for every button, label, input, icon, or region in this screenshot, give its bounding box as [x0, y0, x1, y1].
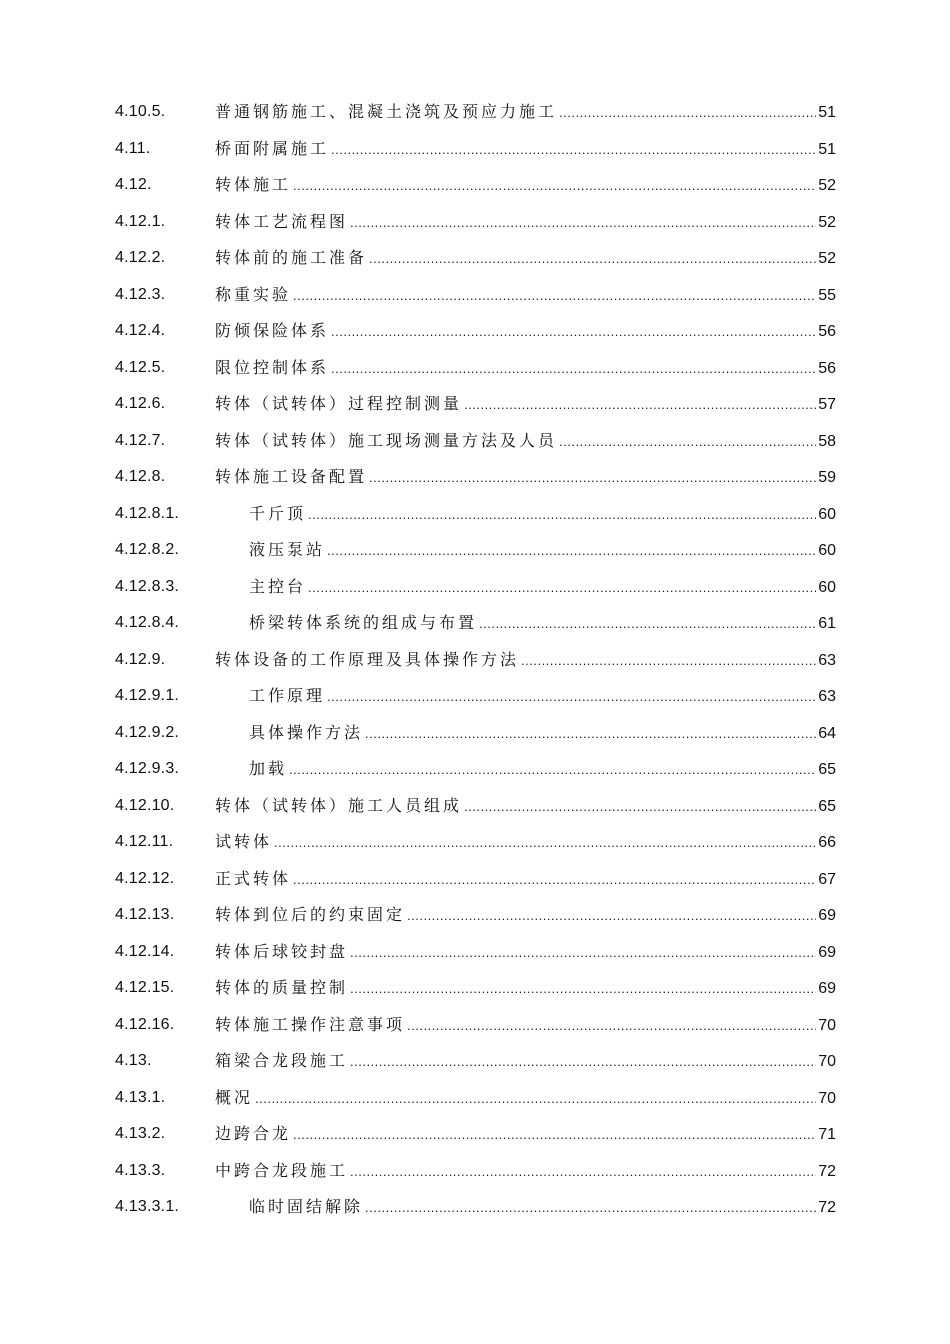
- toc-entry-number: 4.12.8.3.: [115, 577, 180, 595]
- toc-entry-title[interactable]: 加载: [249, 759, 288, 778]
- toc-entry[interactable]: [115, 934, 836, 971]
- toc-entry-title[interactable]: 限位控制体系: [215, 357, 330, 377]
- toc-entry-page-number[interactable]: 69: [818, 943, 836, 961]
- table-of-contents: [115, 94, 836, 1226]
- toc-entry-number: 4.12.: [115, 176, 152, 193]
- toc-entry-number: 4.12.5.: [115, 358, 166, 376]
- toc-entry-number: 4.12.7.: [115, 431, 166, 449]
- toc-entry-title[interactable]: 转体前的施工准备: [215, 248, 368, 267]
- toc-entry[interactable]: [115, 678, 836, 715]
- toc-entry-number: 4.12.9.1.: [115, 687, 180, 704]
- toc-entry-number: 4.13.1.: [115, 1088, 166, 1106]
- toc-entry-title[interactable]: 桥面附属施工: [215, 138, 330, 158]
- toc-entry-page-number[interactable]: 70: [818, 1053, 836, 1070]
- toc-entry-line: [215, 423, 836, 461]
- toc-entry-number: 4.12.6.: [115, 395, 166, 412]
- toc-entry-line: [215, 313, 836, 351]
- toc-entry-title[interactable]: 转体施工操作注意事项: [215, 1014, 406, 1034]
- toc-entry[interactable]: [115, 277, 836, 314]
- toc-entry-title[interactable]: 桥梁转体系统的组成与布置: [249, 613, 478, 632]
- toc-entry-page-number[interactable]: 69: [818, 907, 836, 924]
- toc-entry[interactable]: [115, 167, 836, 204]
- toc-dot-leader: [327, 679, 816, 716]
- toc-entry-line: [215, 1153, 836, 1191]
- toc-entry[interactable]: [115, 496, 836, 533]
- toc-entry-number: 4.12.4.: [115, 322, 166, 339]
- toc-entry-title[interactable]: 称重实验: [215, 284, 292, 304]
- toc-entry[interactable]: [115, 94, 836, 131]
- toc-entry-title[interactable]: 具体操作方法: [249, 722, 364, 742]
- toc-dot-leader: [350, 935, 816, 972]
- toc-entry[interactable]: [115, 861, 836, 898]
- toc-entry-number: 4.12.12.: [115, 869, 175, 887]
- toc-dot-leader: [369, 241, 816, 278]
- toc-dot-leader: [479, 606, 816, 643]
- toc-entry[interactable]: [115, 1043, 836, 1080]
- toc-entry-number: 4.12.8.4.: [115, 614, 180, 631]
- toc-entry[interactable]: [115, 1153, 836, 1190]
- toc-entry-line: [215, 204, 836, 242]
- toc-dot-leader: [293, 278, 816, 315]
- toc-entry-page-number[interactable]: 67: [818, 870, 836, 888]
- toc-entry-line: [215, 131, 836, 169]
- toc-entry-number: 4.13.: [115, 1052, 152, 1069]
- toc-entry-page-number[interactable]: 60: [818, 505, 836, 523]
- toc-entry-title[interactable]: 普通钢筋施工、混凝土浇筑及预应力施工: [215, 102, 558, 121]
- toc-entry-title[interactable]: 主控台: [249, 576, 307, 596]
- toc-entry-page-number[interactable]: 69: [818, 980, 836, 997]
- toc-entry-line: [215, 350, 836, 388]
- toc-dot-leader: [464, 387, 816, 424]
- toc-entry-line: [215, 1043, 836, 1081]
- toc-entry-number: 4.12.8.: [115, 468, 166, 485]
- toc-dot-leader: [365, 1190, 816, 1227]
- toc-entry-line: [215, 861, 836, 899]
- toc-entry-title[interactable]: 箱梁合龙段施工: [215, 1051, 349, 1070]
- toc-dot-leader: [308, 497, 816, 534]
- toc-entry-number: 4.12.13.: [115, 906, 175, 923]
- toc-entry-line: [215, 167, 836, 205]
- toc-entry-line: [249, 569, 836, 607]
- toc-dot-leader: [407, 898, 816, 935]
- toc-entry-line: [215, 386, 836, 424]
- toc-entry-title[interactable]: 转体（试转体）施工现场测量方法及人员: [215, 430, 558, 450]
- toc-dot-leader: [521, 643, 816, 680]
- toc-entry-line: [215, 934, 836, 972]
- toc-entry-page-number[interactable]: 52: [818, 177, 836, 194]
- toc-entry-title[interactable]: 转体的质量控制: [215, 978, 349, 997]
- toc-entry-title[interactable]: 试转体: [215, 832, 273, 851]
- toc-entry-title[interactable]: 中跨合龙段施工: [215, 1160, 349, 1180]
- toc-entry-number: 4.12.9.2.: [115, 723, 180, 741]
- toc-entry-line: [249, 532, 836, 570]
- toc-dot-leader: [559, 424, 816, 461]
- toc-entry-number: 4.12.9.3.: [115, 760, 180, 777]
- toc-entry[interactable]: [115, 131, 836, 168]
- toc-entry-page-number[interactable]: 60: [818, 542, 836, 559]
- toc-entry-line: [215, 277, 836, 315]
- toc-entry-page-number[interactable]: 66: [818, 834, 836, 851]
- toc-entry-line: [249, 678, 836, 716]
- toc-entry-page-number[interactable]: 58: [818, 432, 836, 450]
- toc-entry[interactable]: [115, 350, 836, 387]
- toc-entry-number: 4.12.11.: [115, 833, 174, 850]
- toc-entry-line: [215, 897, 836, 935]
- toc-entry[interactable]: [115, 569, 836, 606]
- toc-dot-leader: [559, 95, 816, 132]
- toc-entry-line: [215, 824, 836, 862]
- toc-dot-leader: [308, 570, 816, 607]
- toc-entry[interactable]: [115, 897, 836, 934]
- toc-entry[interactable]: [115, 1116, 836, 1153]
- toc-entry[interactable]: [115, 788, 836, 825]
- toc-entry-page-number[interactable]: 57: [818, 396, 836, 413]
- toc-dot-leader: [464, 789, 816, 826]
- toc-entry-page-number[interactable]: 51: [818, 140, 836, 158]
- toc-entry-line: [249, 751, 836, 789]
- toc-entry-page-number[interactable]: 70: [818, 1016, 836, 1034]
- toc-entry-line: [215, 642, 836, 680]
- toc-entry[interactable]: [115, 204, 836, 241]
- toc-entry-page-number[interactable]: 65: [818, 797, 836, 815]
- toc-entry[interactable]: [115, 605, 836, 642]
- toc-dot-leader: [331, 132, 816, 169]
- toc-entry-number: 4.12.8.1.: [115, 504, 180, 522]
- toc-dot-leader: [350, 1044, 816, 1081]
- toc-entry-line: [249, 715, 836, 753]
- toc-entry[interactable]: [115, 824, 836, 861]
- toc-entry-title[interactable]: 边跨合龙: [215, 1124, 292, 1143]
- toc-entry-page-number[interactable]: 70: [818, 1089, 836, 1107]
- toc-entry-number: 4.13.2.: [115, 1125, 166, 1142]
- toc-dot-leader: [365, 716, 816, 753]
- toc-entry-line: [249, 1189, 836, 1227]
- toc-entry-line: [215, 1007, 836, 1045]
- toc-entry-page-number[interactable]: 56: [818, 359, 836, 377]
- toc-entry-number: 4.12.1.: [115, 212, 166, 230]
- toc-entry-line: [249, 496, 836, 534]
- toc-entry-line: [215, 970, 836, 1008]
- toc-entry-page-number[interactable]: 56: [818, 323, 836, 340]
- toc-dot-leader: [369, 460, 816, 497]
- toc-entry-line: [215, 240, 836, 278]
- toc-entry-line: [215, 1080, 836, 1118]
- toc-entry-page-number[interactable]: 71: [818, 1126, 836, 1143]
- toc-entry-page-number[interactable]: 52: [818, 213, 836, 231]
- toc-entry-title[interactable]: 防倾保险体系: [215, 321, 330, 340]
- toc-entry-title[interactable]: 千斤顶: [249, 503, 307, 523]
- toc-entry-number: 4.12.14.: [115, 942, 175, 960]
- toc-entry-line: [249, 605, 836, 643]
- toc-entry-line: [215, 788, 836, 826]
- toc-entry[interactable]: [115, 970, 836, 1007]
- toc-entry-line: [215, 459, 836, 497]
- toc-entry-page-number[interactable]: 72: [818, 1162, 836, 1180]
- toc-entry-number: 4.11.: [115, 139, 151, 157]
- toc-dot-leader: [350, 971, 816, 1008]
- toc-entry-page-number[interactable]: 60: [818, 578, 836, 596]
- toc-entry[interactable]: [115, 386, 836, 423]
- toc-entry[interactable]: [115, 532, 836, 569]
- toc-entry-title[interactable]: 转体（试转体）过程控制测量: [215, 394, 463, 413]
- toc-dot-leader: [274, 825, 816, 862]
- toc-entry-number: 4.13.3.1.: [115, 1198, 180, 1215]
- toc-dot-leader: [255, 1081, 816, 1118]
- toc-entry-number: 4.12.3.: [115, 285, 166, 303]
- toc-entry[interactable]: [115, 240, 836, 277]
- toc-entry-page-number[interactable]: 63: [818, 651, 836, 669]
- toc-entry-page-number[interactable]: 61: [818, 615, 836, 632]
- toc-entry-page-number[interactable]: 52: [818, 250, 836, 267]
- toc-entry-number: 4.12.16.: [115, 1015, 175, 1033]
- toc-dot-leader: [293, 168, 816, 205]
- toc-dot-leader: [293, 862, 816, 899]
- toc-entry-title[interactable]: 正式转体: [215, 868, 292, 888]
- toc-entry-number: 4.12.8.2.: [115, 541, 180, 558]
- toc-entry-page-number[interactable]: 59: [818, 469, 836, 486]
- toc-entry-title[interactable]: 转体工艺流程图: [215, 211, 349, 231]
- toc-dot-leader: [331, 314, 816, 351]
- toc-dot-leader: [407, 1008, 816, 1045]
- toc-entry-title[interactable]: 转体后球铰封盘: [215, 941, 349, 961]
- toc-entry-page-number[interactable]: 51: [818, 104, 836, 121]
- toc-dot-leader: [327, 533, 816, 570]
- toc-entry-title[interactable]: 转体施工: [215, 175, 292, 194]
- toc-entry[interactable]: [115, 751, 836, 788]
- toc-entry-number: 4.13.3.: [115, 1161, 166, 1179]
- toc-entry[interactable]: [115, 1080, 836, 1117]
- toc-entry[interactable]: [115, 715, 836, 752]
- toc-dot-leader: [331, 351, 816, 388]
- toc-entry[interactable]: [115, 423, 836, 460]
- toc-entry-number: 4.12.2.: [115, 249, 166, 266]
- toc-entry-title[interactable]: 转体（试转体）施工人员组成: [215, 795, 463, 815]
- toc-entry-number: 4.12.9.: [115, 650, 166, 668]
- toc-entry-number: 4.10.5.: [115, 103, 166, 120]
- toc-entry[interactable]: [115, 1007, 836, 1044]
- toc-dot-leader: [350, 1154, 816, 1191]
- toc-entry-page-number[interactable]: 64: [818, 724, 836, 742]
- toc-entry[interactable]: [115, 313, 836, 350]
- toc-entry-number: 4.12.15.: [115, 979, 175, 996]
- toc-entry-page-number[interactable]: 63: [818, 688, 836, 705]
- toc-entry[interactable]: [115, 459, 836, 496]
- toc-entry-title[interactable]: 液压泵站: [249, 540, 326, 559]
- toc-dot-leader: [293, 1117, 816, 1154]
- toc-entry-page-number[interactable]: 55: [818, 286, 836, 304]
- toc-entry-title[interactable]: 概况: [215, 1087, 254, 1107]
- toc-entry[interactable]: [115, 642, 836, 679]
- toc-entry-line: [215, 94, 836, 132]
- toc-entry-page-number[interactable]: 65: [818, 761, 836, 778]
- toc-entry-title[interactable]: 转体施工设备配置: [215, 467, 368, 486]
- toc-entry-title[interactable]: 转体到位后的约束固定: [215, 905, 406, 924]
- toc-entry-title[interactable]: 临时固结解除: [249, 1197, 364, 1216]
- toc-entry[interactable]: [115, 1189, 836, 1226]
- toc-entry-page-number[interactable]: 72: [818, 1199, 836, 1216]
- toc-dot-leader: [350, 205, 816, 242]
- toc-entry-title[interactable]: 工作原理: [249, 686, 326, 705]
- toc-entry-number: 4.12.10.: [115, 796, 175, 814]
- toc-entry-title[interactable]: 转体设备的工作原理及具体操作方法: [215, 649, 520, 669]
- toc-entry-line: [215, 1116, 836, 1154]
- toc-dot-leader: [289, 752, 816, 789]
